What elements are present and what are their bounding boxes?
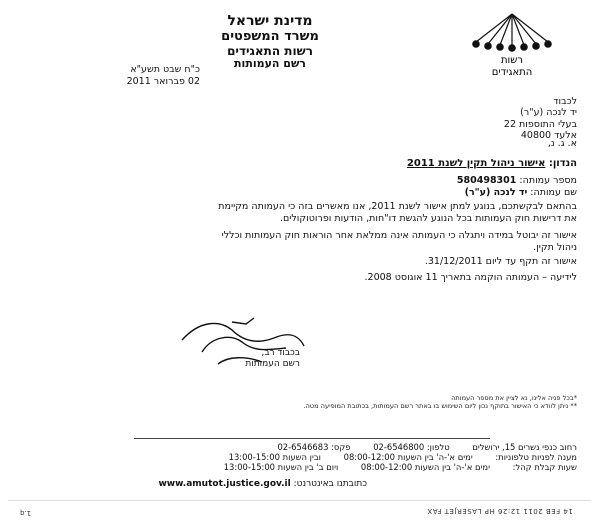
phone-label: טלפון: — [426, 442, 450, 452]
contact-address: רחוב כנפי נשרים 15, ירושלים — [472, 442, 577, 452]
footer-divider — [134, 438, 490, 439]
paragraph-2-line-2: ניהול תקין. — [533, 241, 577, 253]
contact-phone — [373, 442, 449, 452]
recipient-address-line2: אלעד 40800 — [520, 130, 577, 142]
phone-hours-label: מענה לפניות טלפוניות: — [495, 452, 577, 463]
phone-value: 02-6546800 — [373, 442, 425, 452]
hebrew-date: כ"ח שבט תשע"א — [130, 64, 200, 75]
corporations-authority-logo — [468, 8, 556, 78]
footnote-2: ** ניתן לוודא כי האישור בתוקף נכון ליום השימוש בו באתר רשם העמותות, בכתובת המופיעה מטה. — [303, 402, 577, 411]
association-name-label: שם עמותה: — [530, 186, 577, 198]
recipient-block — [377, 96, 577, 142]
website-line — [158, 479, 367, 489]
public-hours-label: שעות קבלת קהל: — [512, 462, 577, 473]
association-number-label: מספר עמותה: — [519, 175, 577, 186]
phone-hours-value: ימים א'-ה' בין השעות 08:00-12:00 — [343, 452, 473, 463]
header-registrar: רשם העמותות — [234, 57, 306, 70]
fax-value: 02-6546683 — [277, 442, 329, 452]
header-authority: רשות התאגידים — [227, 44, 313, 58]
paragraph-1-line-2: את דרישות חוק העמותות בכל הנוגע להגשת דו"חות, הודעות ופרוטוקולים. — [279, 212, 577, 224]
fax-footer — [8, 500, 591, 519]
association-details — [197, 175, 577, 199]
body-paragraph-4: לידיעה – העמותה הוקמה בתאריך 11 אוגוסט 2008. — [364, 272, 577, 283]
website-url[interactable]: www.amutot.justice.gov.il — [158, 479, 291, 489]
contact-details — [107, 442, 577, 472]
association-number-value: 580498301 — [456, 175, 517, 186]
footnotes — [17, 394, 577, 410]
phone-hours-value-2: ובין השעות 13:00-15:00 — [228, 452, 321, 463]
public-hours-value-2: ויום ב' בין השעות 13:00-15:00 — [223, 462, 339, 473]
signature-text — [210, 348, 300, 370]
website-label: כתובתנו באינטרנט: — [293, 479, 367, 489]
logo-text-line1: רשות — [500, 55, 524, 66]
paragraph-2-line-1: אישור זה יבוטל במידה ויתגלה כי העמותה אינה ממלאת אחר הוראות חוק העמותות וכללי — [221, 230, 577, 241]
recipient-address-line1: בעלי התוספות 22 — [503, 118, 577, 130]
public-hours-value: ימים א'-ה' בין השעות 08:00-12:00 — [360, 462, 490, 473]
header-ministry: משרד המשפטים — [221, 29, 319, 44]
fax-transmission-header: 14 FEB 2011 12:26 HP LASERJET FAX — [427, 507, 573, 515]
body-paragraph-1 — [57, 201, 577, 225]
signature-closing: בכבוד רב, — [261, 348, 300, 358]
recipient-name: יד לנכה (ע"ר) — [520, 107, 577, 119]
contact-row-3 — [107, 462, 577, 472]
fax-page-number: 1.q — [20, 509, 32, 517]
recipient-salutation: לכבוד — [553, 96, 577, 107]
subject-prefix: הנדון: — [548, 158, 577, 169]
body-paragraph-2 — [57, 230, 577, 254]
greeting: א. ג. נ, — [547, 138, 577, 149]
header-state-name: מדינת ישראל — [227, 13, 313, 29]
footnote-1: *בכל פניה אלינו, נא לציין את מספר העמותה — [451, 394, 577, 402]
association-name-value: יד לנכה (ע"ר) — [464, 186, 528, 198]
contact-row-2 — [107, 452, 577, 462]
signature-title: רשם העמותות — [245, 358, 300, 369]
fax-label: פקס: — [331, 442, 351, 452]
letter-date — [70, 64, 200, 88]
subject-line — [407, 158, 577, 169]
logo-text-line2: התאגידים — [491, 67, 533, 78]
subject-text: אישור ניהול תקין לשנת 2011 — [406, 158, 546, 169]
body-paragraph-3: אישור זה תקף עד ליום 31/12/2011. — [424, 256, 577, 267]
gregorian-date: 02 פברואר 2011 — [126, 75, 200, 87]
paragraph-1-line-1: בהתאם לבקשתכם, בנוגע למתן אישור לשנת 2011, אנו מאשרים בזה כי העמותה מקיימת — [218, 201, 577, 212]
contact-row-1 — [107, 442, 577, 452]
contact-fax — [277, 442, 350, 452]
